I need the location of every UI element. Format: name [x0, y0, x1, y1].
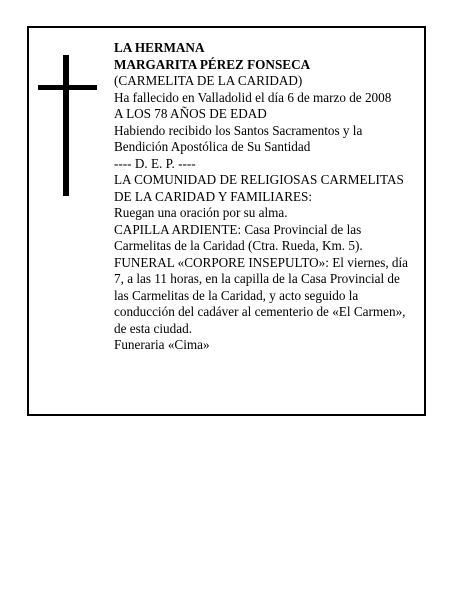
sacraments-line-1: Habiendo recibido los Santos Sacramentos y la — [114, 122, 363, 138]
chapel-line-2: Carmelitas de la Caridad (Ctra. Rueda, Km. 5). — [114, 238, 363, 253]
sacraments-line-2: Bendición Apostólica de Su Santidad — [114, 139, 311, 154]
funeral-line-4: conducción del cadáver al cementerio de «El Carmen», — [114, 304, 406, 319]
religious-order: (CARMELITA DE LA CARIDAD) — [114, 73, 303, 88]
community-line-1: LA COMUNIDAD DE RELIGIOSAS CARMELITAS — [114, 172, 404, 187]
funeral-home: Funeraria «Cima» — [114, 337, 210, 352]
death-statement: Ha fallecido en Valladolid el día 6 de marzo de 2008 — [114, 89, 392, 105]
age-statement: A LOS 78 AÑOS DE EDAD — [114, 106, 267, 121]
funeral-line-3: las Carmelitas de la Caridad, y acto seguido la — [114, 287, 359, 303]
prayer-request: Ruegan una oración por su alma. — [114, 205, 288, 220]
obituary-text — [114, 40, 420, 354]
chapel-line-1: CAPILLA ARDIENTE: Casa Provincial de las — [114, 221, 362, 237]
funeral-line-5: de esta ciudad. — [114, 320, 192, 336]
notice-header: LA HERMANA — [114, 40, 205, 55]
cross-horizontal-bar — [38, 85, 97, 90]
community-line-2: DE LA CARIDAD Y FAMILIARES: — [114, 188, 313, 204]
deceased-name: MARGARITA PÉREZ FONSECA — [114, 56, 311, 72]
cross-vertical-bar — [63, 55, 69, 196]
funeral-line-2: 7, a las 11 horas, en la capilla de la Casa Provincial de — [114, 271, 400, 286]
rip-line: ---- D. E. P. ---- — [114, 155, 196, 171]
funeral-line-1: FUNERAL «CORPORE INSEPULTO»: El viernes, día — [114, 254, 409, 270]
